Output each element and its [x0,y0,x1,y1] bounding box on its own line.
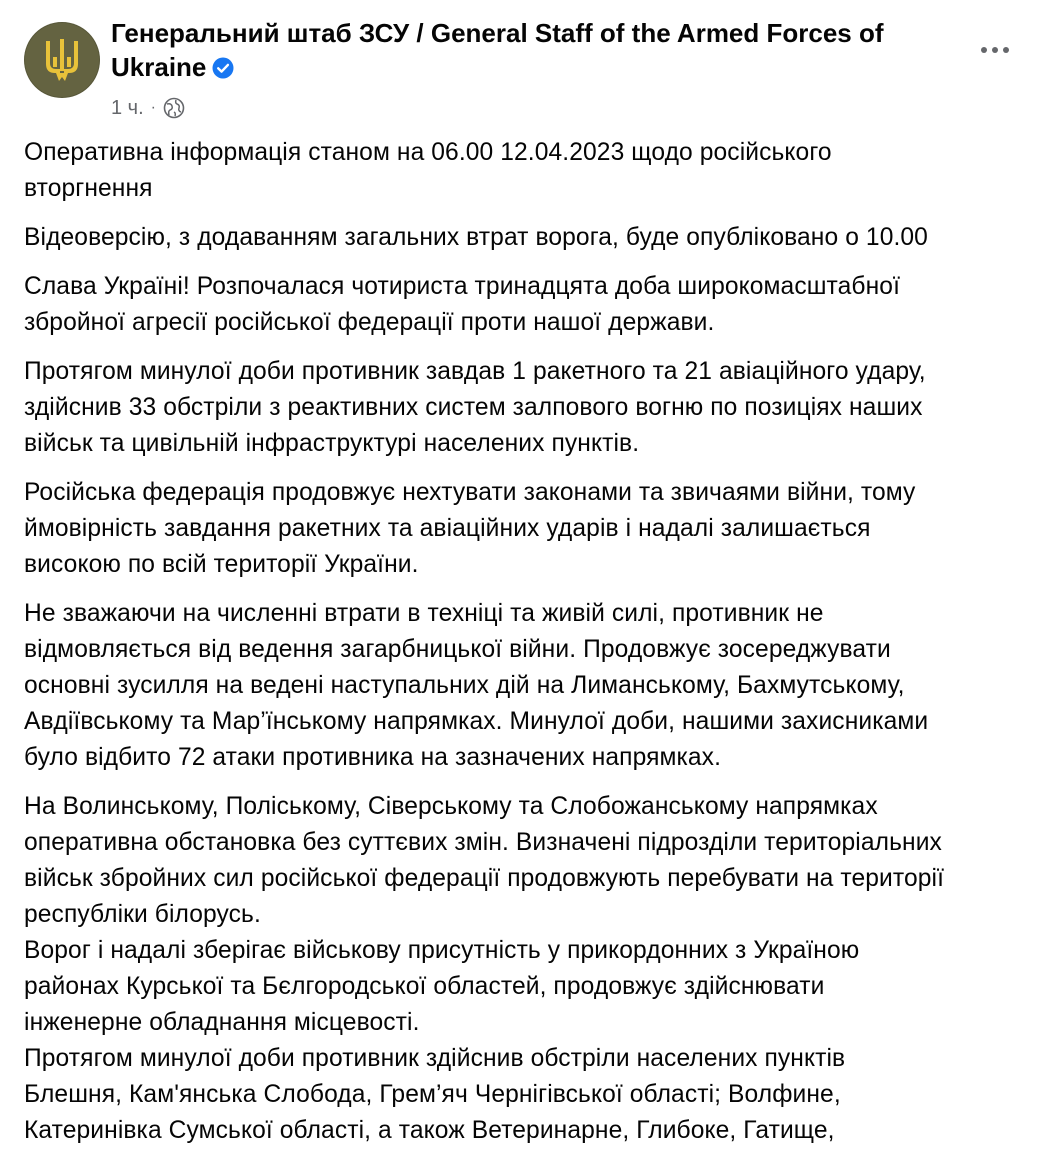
post-meta [111,96,931,120]
more-options-dot [1003,47,1009,53]
post-paragraph: Не зважаючи на численні втрати в техніці та живій силі, противник не відмовляється від ведення загарбницької війни. Продовжує зосереджувати основні зусилля на ведені наступальних дій на Лиманському, Бахмутському, Авдіївському та Мар’їнському напрямках. Минулої доби, нашими захисниками було відбито 72 атаки противника на зазначених напрямках. [24,600,929,771]
author-block [111,16,931,120]
globe-icon[interactable] [163,97,185,119]
more-options-button[interactable] [975,38,1015,62]
post-timestamp[interactable]: 1 ч. [111,97,144,119]
avatar[interactable] [24,22,100,98]
post-header [24,16,1019,126]
trident-emblem-icon [43,37,81,83]
post-paragraph: Відеоверсію, з додаванням загальних втрат ворога, буде опубліковано о 10.00 [24,224,928,251]
post-paragraph: На Волинському, Поліському, Сіверському та Слобожанському напрямках оперативна обстановка без суттєвих змін. Визначені підрозділи територіальних військ збройних сил російської федерації продовжують перебувати на території республіки білорусь. [24,793,945,928]
post-paragraph: Протягом минулої доби противник завдав 1 ракетного та 21 авіаційного удару, здійснив 33 обстріли з реактивних систем залпового вогню по позиціях наших військ та цивільній інфраструктурі населених пунктів. [24,358,926,457]
more-options-dot [992,47,998,53]
post-paragraph: Ворог і надалі зберігає військову присутність у прикордонних з Україною районах Курської та Бєлгородської областей, продовжує здійснювати інженерне обладнання місцевості. [24,937,860,1036]
post-paragraph: Оперативна інформація станом на 06.00 12.04.2023 щодо російського вторгнення [24,139,832,202]
post-paragraph: Протягом минулої доби противник здійснив обстріли населених пунктів Блешня, Кам'янська Слобода, Грем’яч Чернігівської області; Волфине, Катеринівка Сумської області, а також Ветеринарне, Глибоке, Гатище, [24,1045,846,1144]
post-paragraph: Російська федерація продовжує нехтувати законами та звичаями війни, тому ймовірність завдання ракетних та авіаційних ударів і надалі залишається високою по всій території України. [24,479,916,578]
post-paragraph: Слава Україні! Розпочалася чотириста тринадцята доба широкомасштабної збройної агресії російської федерації проти нашої держави. [24,273,901,336]
verified-badge-icon [212,57,234,79]
more-options-dot [981,47,987,53]
author-name-link[interactable] [111,16,931,84]
post-text [24,135,1024,1149]
meta-separator: · [150,99,156,116]
author-name[interactable]: Генеральний штаб ЗСУ / General Staff of the Armed Forces of Ukraine [111,18,884,82]
